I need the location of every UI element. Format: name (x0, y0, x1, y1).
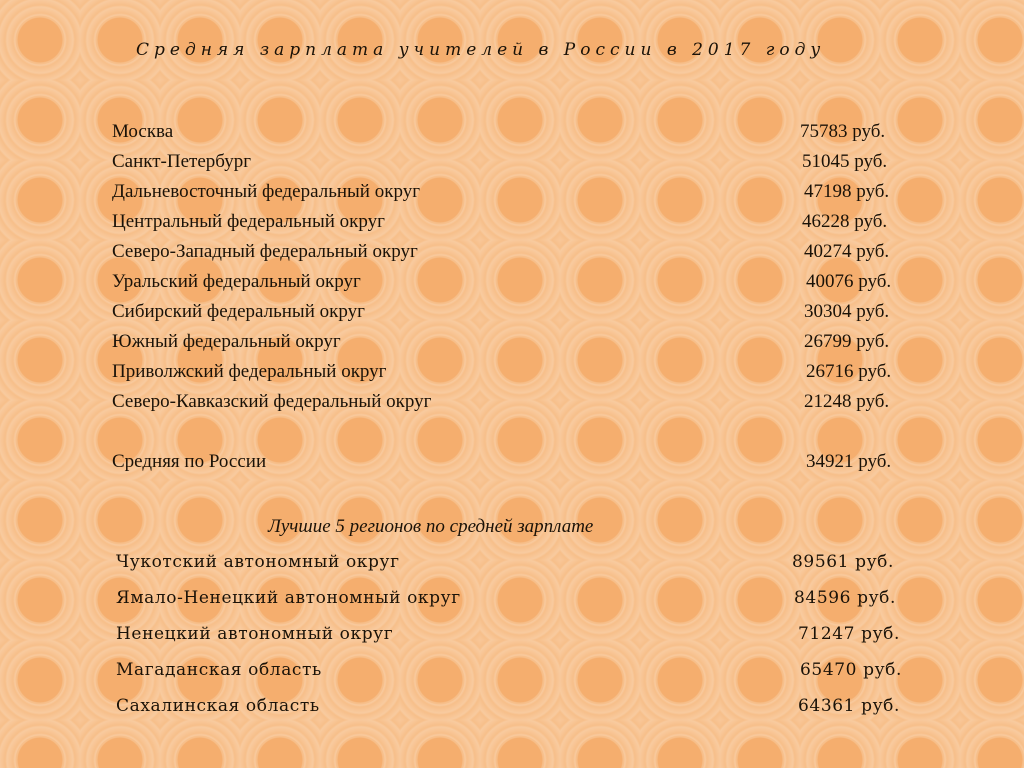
region-salary: 46228 руб. (802, 211, 888, 232)
region-name: Центральный федеральный округ (112, 211, 385, 232)
average-salary: 34921 руб. (806, 451, 892, 472)
region-salary: 75783 руб. (800, 121, 886, 142)
average-label: Средняя по России (112, 451, 267, 472)
top-region-name: Чукотский автономный округ (116, 552, 400, 572)
top-region-salary: 89561 руб. (792, 552, 895, 572)
region-name: Дальневосточный федеральный округ (112, 181, 420, 202)
region-salary: 26716 руб. (806, 361, 892, 382)
top-region-salary: 65470 руб. (800, 660, 903, 680)
region-name: Северо-Кавказский федеральный округ (112, 391, 432, 412)
top-region-row (116, 581, 916, 615)
region-row (112, 387, 912, 417)
top-region-salary: 64361 руб. (798, 696, 901, 716)
top-region-row (116, 689, 916, 723)
region-row (112, 327, 912, 357)
top-region-name: Сахалинская область (116, 696, 320, 716)
region-salary: 47198 руб. (804, 181, 890, 202)
top-region-row (116, 653, 916, 687)
region-salary: 51045 руб. (802, 151, 888, 172)
region-salary: 21248 руб. (804, 391, 890, 412)
top-region-name: Ямало-Ненецкий автономный округ (116, 588, 461, 608)
average-row (112, 447, 912, 477)
region-salary: 40076 руб. (806, 271, 892, 292)
region-row (112, 207, 912, 237)
top-region-salary: 84596 руб. (794, 588, 897, 608)
region-row (112, 357, 912, 387)
region-name: Южный федеральный округ (112, 331, 341, 352)
top-region-row (116, 617, 916, 651)
top-region-row (116, 545, 916, 579)
region-name: Москва (112, 121, 174, 142)
region-row (112, 237, 912, 267)
region-name: Северо-Западный федеральный округ (112, 241, 418, 262)
region-name: Санкт-Петербург (112, 151, 252, 172)
region-row (112, 267, 912, 297)
region-row (112, 117, 912, 147)
region-row (112, 297, 912, 327)
top-region-salary: 71247 руб. (798, 624, 901, 644)
region-name: Сибирский федеральный округ (112, 301, 365, 322)
top-region-name: Магаданская область (116, 660, 322, 680)
region-row (112, 177, 912, 207)
region-salary: 26799 руб. (804, 331, 890, 352)
region-salary: 30304 руб. (804, 301, 890, 322)
top-region-name: Ненецкий автономный округ (116, 624, 394, 644)
top-regions-heading: Лучшие 5 регионов по средней зарплате (268, 516, 594, 537)
region-name: Приволжский федеральный округ (112, 361, 387, 382)
region-name: Уральский федеральный округ (112, 271, 361, 292)
page-title: Средняя зарплата учителей в России в 2017 году (136, 40, 826, 60)
region-salary: 40274 руб. (804, 241, 890, 262)
region-row (112, 147, 912, 177)
